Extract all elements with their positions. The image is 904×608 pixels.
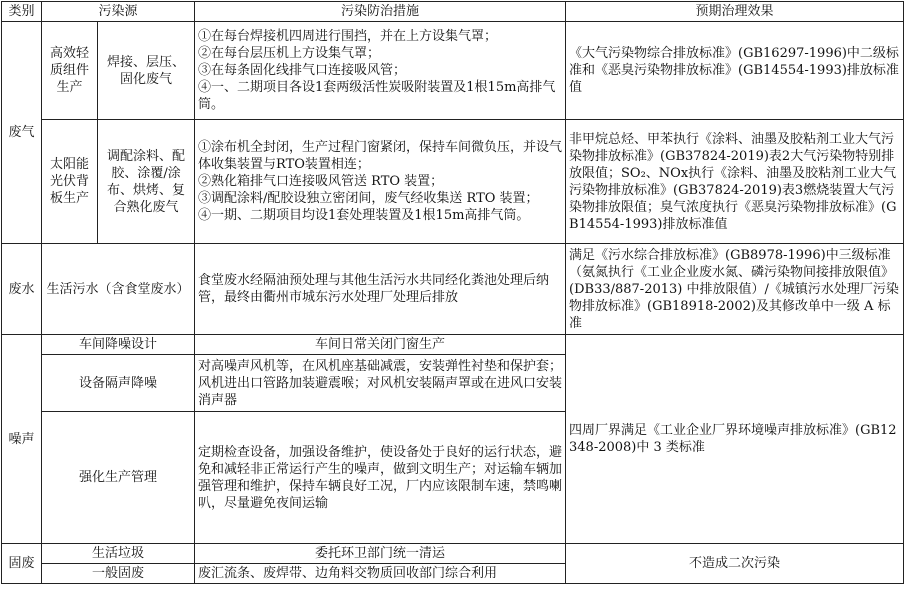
pollution-control-table <box>1 1 904 584</box>
category-solid-waste: 固废 <box>2 544 42 584</box>
solid-waste-effect: 不造成二次污染 <box>566 544 904 584</box>
solid-waste-source-1: 生活垃圾 <box>42 544 195 564</box>
noise-effect: 四周厂界满足《工业企业厂界环境噪声排放标准》(GB12348-2008)中 3 类标准 <box>566 335 904 544</box>
solid-waste-source-2: 一般固废 <box>42 564 195 584</box>
waste-water-source: 生活污水（含食堂废水） <box>42 244 195 335</box>
waste-water-measures: 食堂废水经隔油预处理与其他生活污水共同经化粪池处理后纳管，最终由衢州市城东污水处理厂处理后排放 <box>195 244 566 335</box>
category-noise: 噪声 <box>2 335 42 544</box>
header-row <box>2 2 904 22</box>
solid-waste-row-1 <box>2 544 904 564</box>
header-effect: 预期治理效果 <box>566 2 904 22</box>
header-source: 污染源 <box>42 2 195 22</box>
noise-source-3: 强化生产管理 <box>42 412 195 544</box>
waste-gas-measures-2: ①涂布机全封闭，生产过程门窗紧闭，保持车间微负压，并设气体收集装置与RTO装置相连； ②熟化箱排气口连接吸风管送 RTO 装置； ③调配涂料/配胶设独立密闭间，废气经收集送 RTO 装置； ④一期、二期项目均设1套处理装置及1根15m高排气筒。 <box>195 120 566 244</box>
waste-gas-effect-2: 非甲烷总烃、甲苯执行《涂料、油墨及胶粘剂工业大气污染物排放标准》(GB37824-2019)表2大气污染物特别排放限值；SO₂、NOx执行《涂料、油墨及胶粘剂工业大气污染物排放标准》(GB37824-2019)表3燃烧装置大气污染物排放限值；臭气浓度执行《恶臭污染物排放标准》(GB14554-1993)排放标准值 <box>566 120 904 244</box>
waste-gas-group-2: 太阳能光伏背板生产 <box>42 120 98 244</box>
waste-gas-measures-1: ①在每台焊接机四周进行围挡，并在上方设集气罩； ②在每台层压机上方设集气罩； ③在每条固化线排气口连接吸风管； ④一、二期项目各设1套两级活性炭吸附装置及1根15m高排气筒。 <box>195 22 566 120</box>
noise-source-2: 设备隔声降噪 <box>42 355 195 412</box>
category-waste-water: 废水 <box>2 244 42 335</box>
solid-waste-measures-2: 废汇流条、废焊带、边角料交物质回收部门综合利用 <box>195 564 566 584</box>
category-waste-gas: 废气 <box>2 22 42 244</box>
noise-measures-1: 车间日常关闭门窗生产 <box>195 335 566 355</box>
waste-gas-row-2 <box>2 120 904 244</box>
waste-gas-group-1: 高效轻质组件生产 <box>42 22 98 120</box>
noise-source-1: 车间降噪设计 <box>42 335 195 355</box>
waste-gas-effect-1: 《大气污染物综合排放标准》(GB16297-1996)中二级标准和《恶臭污染物排放标准》(GB14554-1993)排放标准值 <box>566 22 904 120</box>
waste-gas-source-1: 焊接、层压、固化废气 <box>98 22 195 120</box>
waste-gas-row-1 <box>2 22 904 120</box>
waste-water-row <box>2 244 904 335</box>
noise-row-1 <box>2 335 904 355</box>
noise-measures-3: 定期检查设备，加强设备维护，使设备处于良好的运行状态，避免和减轻非正常运行产生的噪声，做到文明生产；对运输车辆加强管理和维护，保持车辆良好工况，厂内应该限制车速，禁鸣喇叭，尽量避免夜间运输 <box>195 412 566 544</box>
waste-gas-source-2: 调配涂料、配胶、涂覆/涂布、烘烤、复合熟化废气 <box>98 120 195 244</box>
noise-measures-2: 对高噪声风机等，在风机座基础减震，安装弹性衬垫和保护套；风机进出口管路加装避震喉；对风机安装隔声罩或在进风口安装消声器 <box>195 355 566 412</box>
header-measures: 污染防治措施 <box>195 2 566 22</box>
waste-water-effect: 满足《污水综合排放标准》(GB8978-1996)中三级标准（氨氮执行《工业企业废水氮、磷污染物间接排放限值》(DB33/887-2013) 中排放限值）/《城镇污水处理厂污染物排放标准》(GB18918-2002)及其修改单中一级 A 标准 <box>566 244 904 335</box>
solid-waste-measures-1: 委托环卫部门统一清运 <box>195 544 566 564</box>
header-category: 类别 <box>2 2 42 22</box>
